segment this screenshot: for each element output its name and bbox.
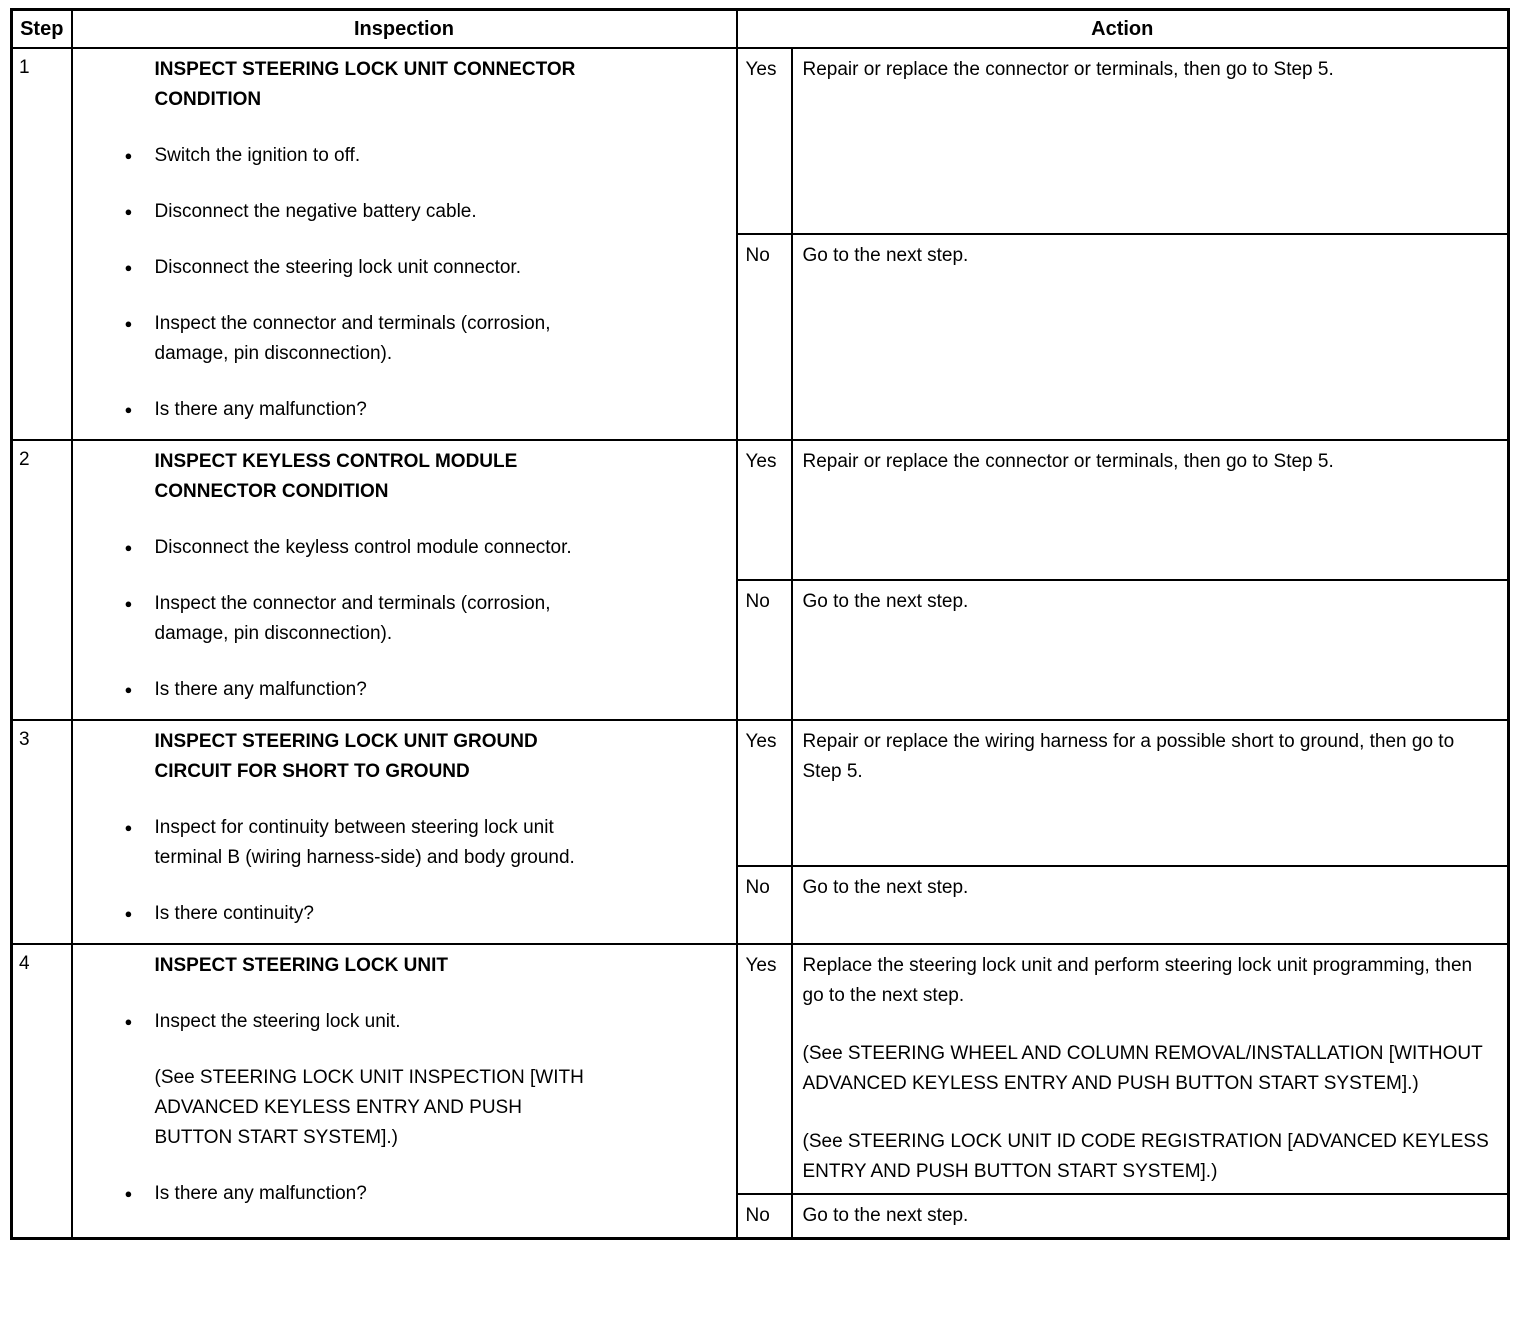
yes-label: Yes: [737, 720, 792, 866]
bullet-text: Disconnect the steering lock unit connector.: [154, 257, 521, 278]
see-reference-note: (See STEERING LOCK UNIT INSPECTION [WITH ADVANCED KEYLESS ENTRY AND PUSH BUTTON START SYSTEM].): [154, 1067, 584, 1148]
action-text: Go to the next step.: [802, 591, 969, 612]
bullet-text: Is there any malfunction?: [154, 679, 367, 700]
yes-label: Yes: [737, 48, 792, 234]
bullet-item: [125, 1007, 726, 1037]
action-text: Replace the steering lock unit and perform steering lock unit programming, then go to the next step.: [802, 955, 1473, 1006]
inspection-title: INSPECT KEYLESS CONTROL MODULE CONNECTOR CONDITION: [154, 451, 518, 502]
step-number: 2: [12, 440, 72, 720]
bullet-text: Disconnect the negative battery cable.: [154, 201, 477, 222]
bullet-item: [125, 813, 726, 873]
bullet-text: Inspect for continuity between steering lock unit terminal B (wiring harness-side) and body ground.: [154, 817, 575, 868]
col-header-step: Step: [12, 10, 72, 49]
see-reference-note: (See STEERING WHEEL AND COLUMN REMOVAL/INSTALLATION [WITHOUT ADVANCED KEYLESS ENTRY AND PUSH BUTTON START SYSTEM].): [802, 1043, 1483, 1094]
action-text: Repair or replace the connector or terminals, then go to Step 5.: [802, 59, 1334, 80]
see-reference-note: (See STEERING LOCK UNIT ID CODE REGISTRATION [ADVANCED KEYLESS ENTRY AND PUSH BUTTON START SYSTEM].): [802, 1131, 1489, 1182]
inspection-title: INSPECT STEERING LOCK UNIT GROUND CIRCUIT FOR SHORT TO GROUND: [154, 731, 538, 782]
table-row-step4-yes: [12, 944, 1509, 1194]
table-row-step2-yes: [12, 440, 1509, 580]
bullet-text: Is there continuity?: [154, 903, 314, 924]
action-text: Go to the next step.: [802, 1205, 969, 1226]
inspection-title: INSPECT STEERING LOCK UNIT: [154, 955, 448, 976]
bullet-item: [125, 589, 726, 649]
bullet-text: Is there any malfunction?: [154, 399, 367, 420]
action-text: Go to the next step.: [802, 245, 969, 266]
bullet-text: Disconnect the keyless control module connector.: [154, 537, 572, 558]
action-text: Repair or replace the wiring harness for a possible short to ground, then go to Step 5.: [802, 731, 1455, 782]
action-yes-cell: [792, 48, 1509, 234]
step-number: 3: [12, 720, 72, 944]
action-no-cell: [792, 1194, 1509, 1239]
table-row-step3-yes: [12, 720, 1509, 866]
action-yes-cell: [792, 440, 1509, 580]
inspection-cell: [72, 944, 737, 1239]
bullet-item: [125, 675, 726, 705]
step-number: 4: [12, 944, 72, 1239]
troubleshooting-table: [10, 8, 1510, 1240]
action-yes-cell: [792, 944, 1509, 1194]
col-header-inspection: Inspection: [72, 10, 737, 49]
action-text: Repair or replace the connector or terminals, then go to Step 5.: [802, 451, 1334, 472]
bullet-item: [125, 253, 726, 283]
bullet-icon: ●: [124, 316, 133, 331]
inspection-cell: [72, 720, 737, 944]
step-number: 1: [12, 48, 72, 440]
bullet-text: Inspect the connector and terminals (corrosion, damage, pin disconnection).: [154, 313, 551, 364]
col-header-action: Action: [737, 10, 1509, 49]
bullet-text: Switch the ignition to off.: [154, 145, 361, 166]
action-yes-cell: [792, 720, 1509, 866]
action-no-cell: [792, 234, 1509, 440]
inspection-cell: [72, 440, 737, 720]
bullet-icon: ●: [124, 148, 133, 163]
bullet-icon: ●: [124, 682, 133, 697]
inspection-title: INSPECT STEERING LOCK UNIT CONNECTOR CONDITION: [154, 59, 576, 110]
inspection-cell: [72, 48, 737, 440]
bullet-icon: ●: [124, 260, 133, 275]
bullet-icon: ●: [124, 204, 133, 219]
bullet-text: Inspect the connector and terminals (corrosion, damage, pin disconnection).: [154, 593, 551, 644]
bullet-icon: ●: [124, 1186, 133, 1201]
bullet-item: [125, 141, 726, 171]
no-label: No: [737, 580, 792, 720]
table-row-step1-yes: [12, 48, 1509, 234]
no-label: No: [737, 1194, 792, 1239]
yes-label: Yes: [737, 944, 792, 1194]
bullet-text: Is there any malfunction?: [154, 1183, 367, 1204]
no-label: No: [737, 866, 792, 944]
yes-label: Yes: [737, 440, 792, 580]
bullet-icon: ●: [124, 820, 133, 835]
bullet-item: [125, 395, 726, 425]
no-label: No: [737, 234, 792, 440]
bullet-icon: ●: [124, 596, 133, 611]
bullet-icon: ●: [124, 402, 133, 417]
bullet-item: [125, 899, 726, 929]
bullet-icon: ●: [124, 1014, 133, 1029]
bullet-item: [125, 533, 726, 563]
action-text: Go to the next step.: [802, 877, 969, 898]
header-row: [12, 10, 1509, 49]
bullet-icon: ●: [124, 540, 133, 555]
action-no-cell: [792, 580, 1509, 720]
action-no-cell: [792, 866, 1509, 944]
bullet-item: [125, 197, 726, 227]
bullet-icon: ●: [124, 906, 133, 921]
bullet-item: [125, 1179, 726, 1209]
bullet-item: [125, 309, 726, 369]
bullet-text: Inspect the steering lock unit.: [154, 1011, 401, 1032]
